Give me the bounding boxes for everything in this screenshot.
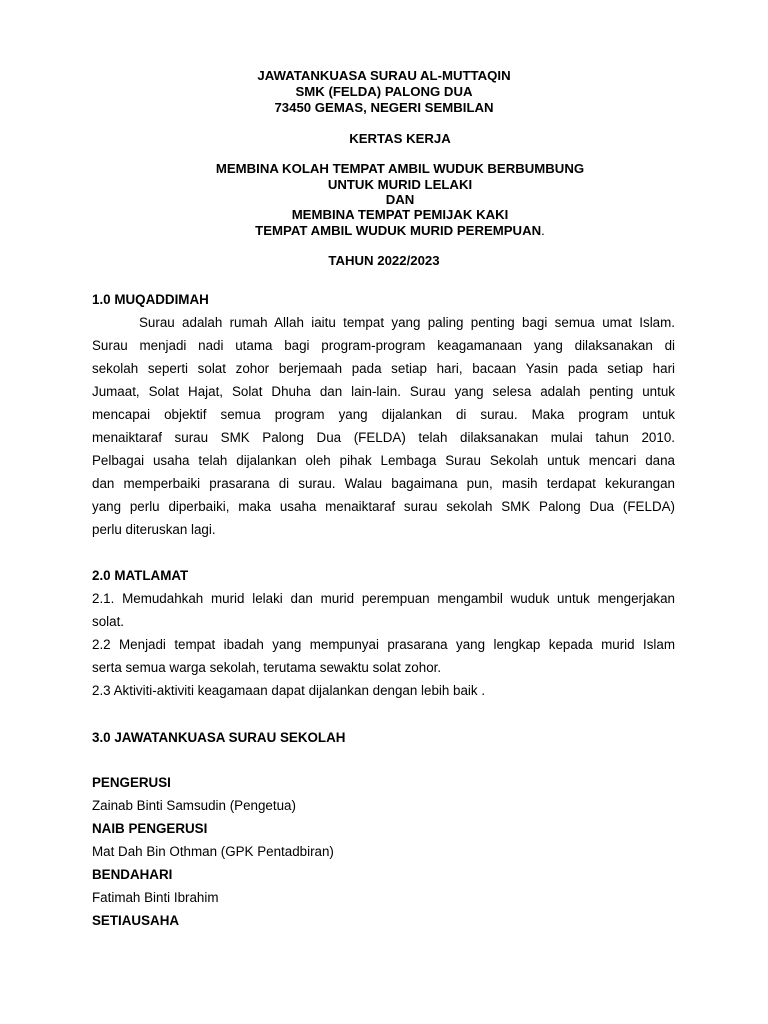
goal-item-3: 2.3 Aktiviti-aktiviti keagamaan dapat dijalankan dengan lebih baik .: [92, 683, 486, 698]
person-chairman: Zainab Binti Samsudin (Pengetua): [92, 798, 296, 813]
goal-item-2-line-2: serta semua warga sekolah, terutama sewaktu solat zohor.: [92, 660, 442, 675]
school-name-line: SMK (FELDA) PALONG DUA: [295, 84, 473, 99]
title-line-3: DAN: [385, 192, 415, 207]
title-line-2: UNTUK MURID LELAKI: [327, 177, 473, 192]
role-secretary: SETIAUSAHA: [92, 913, 180, 928]
section-3-heading: 3.0 JAWATANKUASA SURAU SEKOLAH: [92, 730, 346, 745]
role-treasurer: BENDAHARI: [92, 867, 173, 882]
title-line-5-period: .: [541, 223, 545, 238]
org-name-line: JAWATANKUASA SURAU AL-MUTTAQIN: [257, 68, 511, 83]
paragraph-line: Jumaat, Solat Hajat, Solat Dhuha dan lain-lain. Surau yang selesa adalah penting untuk: [92, 384, 675, 399]
section-2-heading: 2.0 MATLAMAT: [92, 568, 189, 583]
role-chairman: PENGERUSI: [92, 775, 171, 790]
goal-item-2-line-1: 2.2 Menjadi tempat ibadah yang mempunyai prasarana yang lengkap kepada murid Islam: [92, 637, 675, 652]
paragraph-line: Pelbagai usaha telah dijalankan oleh pihak Lembaga Surau Sekolah untuk mencari dana: [92, 453, 675, 468]
title-line-5: [16, 223, 768, 239]
goal-item-1-line-1: 2.1. Memudahkah murid lelaki dan murid perempuan mengambil wuduk untuk mengerjakan: [92, 591, 675, 606]
title-line-1: MEMBINA KOLAH TEMPAT AMBIL WUDUK BERBUMBUNG: [215, 161, 585, 176]
paragraph-line: Surau adalah rumah Allah iaitu tempat yang paling penting bagi semua umat Islam.: [139, 315, 675, 330]
paragraph-line: sekolah seperti solat zohor berjemaah pada setiap hari, bacaan Yasin pada setiap hari: [92, 361, 675, 376]
document-type: KERTAS KERJA: [349, 131, 451, 146]
paragraph-line: dan memperbaiki prasarana di surau. Walau bagaimana pun, masih terdapat kekurangan: [92, 476, 675, 491]
paragraph-line: Surau menjadi nadi utama bagi program-program keagamanaan yang dilaksanakan di: [92, 338, 675, 353]
goal-item-1-line-2: solat.: [92, 614, 125, 629]
section-1-paragraph: [92, 311, 675, 541]
title-line-5-text: TEMPAT AMBIL WUDUK MURID PEREMPUAN: [255, 223, 542, 238]
role-vice-chairman: NAIB PENGERUSI: [92, 821, 208, 836]
paragraph-line: mencapai objektif semua program yang dijalankan di surau. Maka program untuk: [92, 407, 675, 422]
address-line: 73450 GEMAS, NEGERI SEMBILAN: [274, 100, 494, 115]
section-1-heading: 1.0 MUQADDIMAH: [92, 292, 209, 307]
year-line: TAHUN 2022/2023: [328, 253, 440, 268]
title-line-4: MEMBINA TEMPAT PEMIJAK KAKI: [291, 207, 509, 222]
person-vice-chairman: Mat Dah Bin Othman (GPK Pentadbiran): [92, 844, 334, 859]
paragraph-line: menaiktaraf surau SMK Palong Dua (FELDA) telah dilaksanakan mulai tahun 2010.: [92, 430, 675, 445]
person-treasurer: Fatimah Binti Ibrahim: [92, 890, 219, 905]
paragraph-line: yang perlu diperbaiki, maka usaha menaiktaraf surau sekolah SMK Palong Dua (FELDA): [92, 499, 675, 514]
paragraph-line: perlu diteruskan lagi.: [92, 522, 216, 537]
